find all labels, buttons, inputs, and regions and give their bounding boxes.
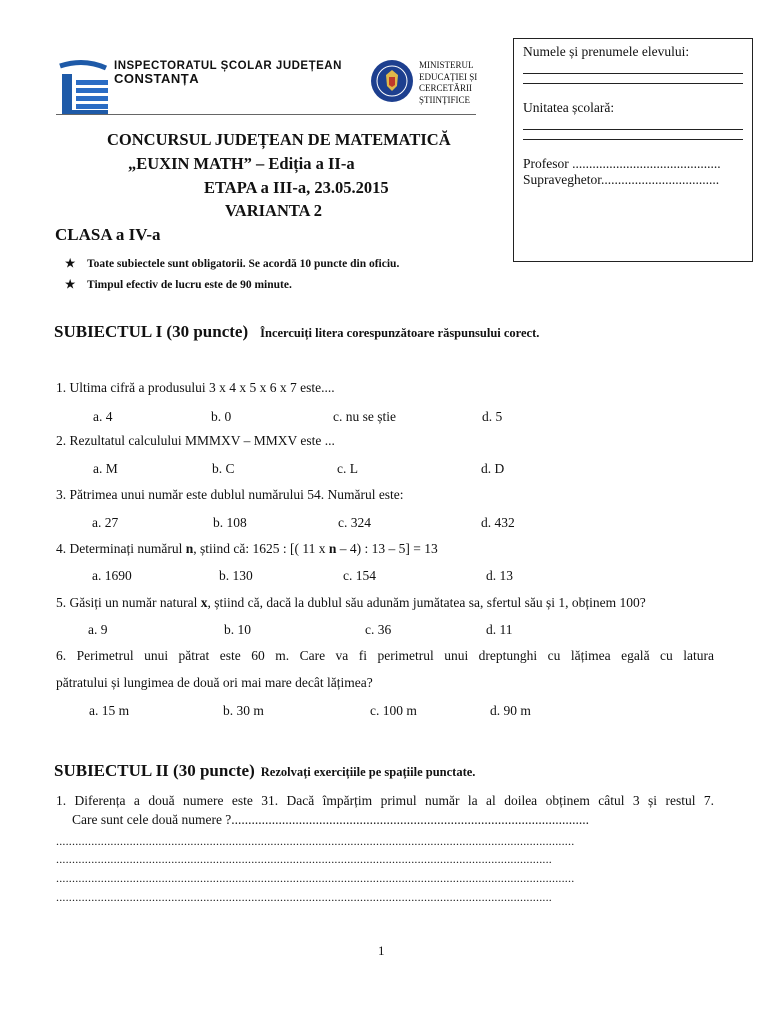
answer-dotted-line[interactable]: ........................................................................................................................................................... bbox=[56, 890, 552, 904]
teacher-field[interactable]: Profesor ............................................ bbox=[523, 156, 721, 171]
answer-option[interactable]: c. 154 bbox=[343, 568, 376, 583]
answer-option[interactable]: a. 9 bbox=[88, 622, 108, 637]
answer-option[interactable]: b. 108 bbox=[213, 515, 247, 530]
question-text: – 4) : 13 – 5] = 13 bbox=[336, 541, 438, 556]
subject-2-instructions: Rezolvați exercițiile pe spațiile punctate. bbox=[260, 765, 476, 779]
student-name-label: Numele și prenumele elevului: bbox=[523, 44, 690, 59]
answer-option[interactable]: b. 10 bbox=[224, 622, 251, 637]
variable-n: n bbox=[185, 541, 194, 556]
answer-option[interactable]: d. 90 m bbox=[490, 703, 531, 718]
answer-option[interactable]: a. 1690 bbox=[92, 568, 132, 583]
subject-2-title: SUBIECTUL II (30 puncte) bbox=[54, 761, 255, 780]
answer-option[interactable]: d. D bbox=[481, 461, 505, 476]
isj-name bbox=[114, 60, 342, 86]
isj-name-line1: INSPECTORATUL ȘCOLAR JUDEȚEAN bbox=[114, 60, 342, 72]
answer-option[interactable]: c. 36 bbox=[365, 622, 392, 637]
ministry-seal-icon bbox=[370, 59, 414, 103]
page-number: 1 bbox=[378, 943, 385, 958]
rule-item bbox=[65, 277, 292, 291]
answer-option[interactable]: c. L bbox=[337, 461, 358, 476]
answer-option[interactable]: b. 30 m bbox=[223, 703, 264, 718]
answer-option[interactable]: d. 11 bbox=[486, 622, 513, 637]
answer-option[interactable]: d. 432 bbox=[481, 515, 515, 530]
ministry-line: MINISTERUL bbox=[419, 60, 474, 70]
question-3: 3. Pătrimea unui număr este dublul numărului 54. Numărul este: bbox=[56, 487, 404, 502]
question-2: 2. Rezultatul calculului MMMXV – MMXV este ... bbox=[56, 433, 335, 448]
school-line[interactable] bbox=[523, 139, 743, 140]
class-heading: CLASA a IV-a bbox=[55, 225, 161, 244]
question-text: , știind că, dacă la dublul său adunăm jumătatea sa, sfertul său și 1, obținem 100? bbox=[207, 595, 646, 610]
ministry-line: ȘTIINȚIFICE bbox=[419, 94, 470, 105]
subject-1-title: SUBIECTUL I (30 puncte) bbox=[54, 322, 249, 341]
supervisor-field[interactable]: Supraveghetor................................... bbox=[523, 172, 720, 187]
question-6-line-2: pătratului și lungimea de două ori mai mare decât lățimea? bbox=[56, 675, 373, 690]
subject-1-heading bbox=[54, 322, 539, 342]
student-info-box bbox=[513, 38, 753, 262]
question-text: 4. Determinați numărul bbox=[56, 541, 186, 556]
question-text: , știind că: 1625 : [( 11 x bbox=[193, 541, 329, 556]
isj-logo bbox=[56, 58, 112, 118]
ministry-name bbox=[419, 60, 477, 106]
variant-title: VARIANTA 2 bbox=[225, 201, 323, 220]
answer-option[interactable]: d. 5 bbox=[482, 409, 503, 424]
stage-title: ETAPA a III-a, 23.05.2015 bbox=[204, 178, 389, 197]
answer-option[interactable]: a. M bbox=[93, 461, 118, 476]
subject-2-heading bbox=[54, 761, 475, 781]
answer-dotted-line[interactable]: .................................................................................................................................................................. bbox=[56, 871, 575, 885]
question-1: 1. Ultima cifră a produsului 3 x 4 x 5 x 6 x 7 este.... bbox=[56, 380, 335, 395]
school-line[interactable] bbox=[523, 129, 743, 130]
contest-title: CONCURSUL JUDEȚEAN DE MATEMATICĂ bbox=[107, 130, 451, 149]
exercise-1-line-1: 1. Diferența a două numere este 31. Dacă împărțim primul număr la al doilea obținem câtul 3 și restul 7. bbox=[56, 793, 714, 808]
answer-dotted-line[interactable]: ........................................................................................................................................................... bbox=[56, 852, 552, 866]
variable-x: x bbox=[200, 595, 208, 610]
rule-text: Timpul efectiv de lucru este de 90 minute. bbox=[87, 279, 292, 291]
answer-option[interactable]: a. 4 bbox=[93, 409, 113, 424]
answer-dotted-line[interactable]: .................................................................................................................................................................. bbox=[56, 834, 575, 848]
question-4 bbox=[56, 541, 438, 557]
answer-option[interactable]: b. 0 bbox=[211, 409, 232, 424]
answer-option[interactable]: c. 100 m bbox=[370, 703, 417, 718]
ministry-line: CERCETĂRII bbox=[419, 83, 472, 93]
header-divider bbox=[56, 114, 476, 115]
answer-option[interactable]: d. 13 bbox=[486, 568, 513, 583]
answer-option[interactable]: b. C bbox=[212, 461, 235, 476]
rule-text: Toate subiectele sunt obligatorii. Se acordă 10 puncte din oficiu. bbox=[87, 258, 400, 270]
exercise-1-line-2[interactable]: Care sunt cele două numere ?.......................................................................................................... bbox=[72, 812, 590, 827]
question-6-line-1: 6. Perimetrul unui pătrat este 60 m. Care va fi perimetrul unui dreptunghi cu lățimea egală cu latura bbox=[56, 648, 714, 663]
rule-item bbox=[65, 256, 399, 270]
answer-option[interactable]: a. 15 m bbox=[89, 703, 130, 718]
question-text: 5. Găsiți un număr natural bbox=[56, 595, 201, 610]
isj-name-line2: CONSTANȚA bbox=[114, 71, 200, 87]
subject-1-instructions: Încercuiți litera corespunzătoare răspunsului corect. bbox=[260, 326, 540, 340]
student-name-line[interactable] bbox=[523, 73, 743, 74]
edition-title: „EUXIN MATH” – Ediția a II-a bbox=[128, 154, 355, 173]
answer-option[interactable]: c. 324 bbox=[338, 515, 371, 530]
answer-option[interactable]: b. 130 bbox=[219, 568, 253, 583]
answer-option[interactable]: a. 27 bbox=[92, 515, 119, 530]
ministry-line: EDUCAȚIEI ȘI bbox=[419, 71, 478, 82]
variable-n: n bbox=[328, 541, 337, 556]
answer-option[interactable]: c. nu se știe bbox=[333, 409, 396, 424]
star-icon: ★ bbox=[65, 279, 76, 291]
school-label: Unitatea școlară: bbox=[523, 100, 615, 115]
star-icon: ★ bbox=[65, 258, 76, 270]
student-name-line[interactable] bbox=[523, 83, 743, 84]
question-5 bbox=[56, 595, 646, 611]
